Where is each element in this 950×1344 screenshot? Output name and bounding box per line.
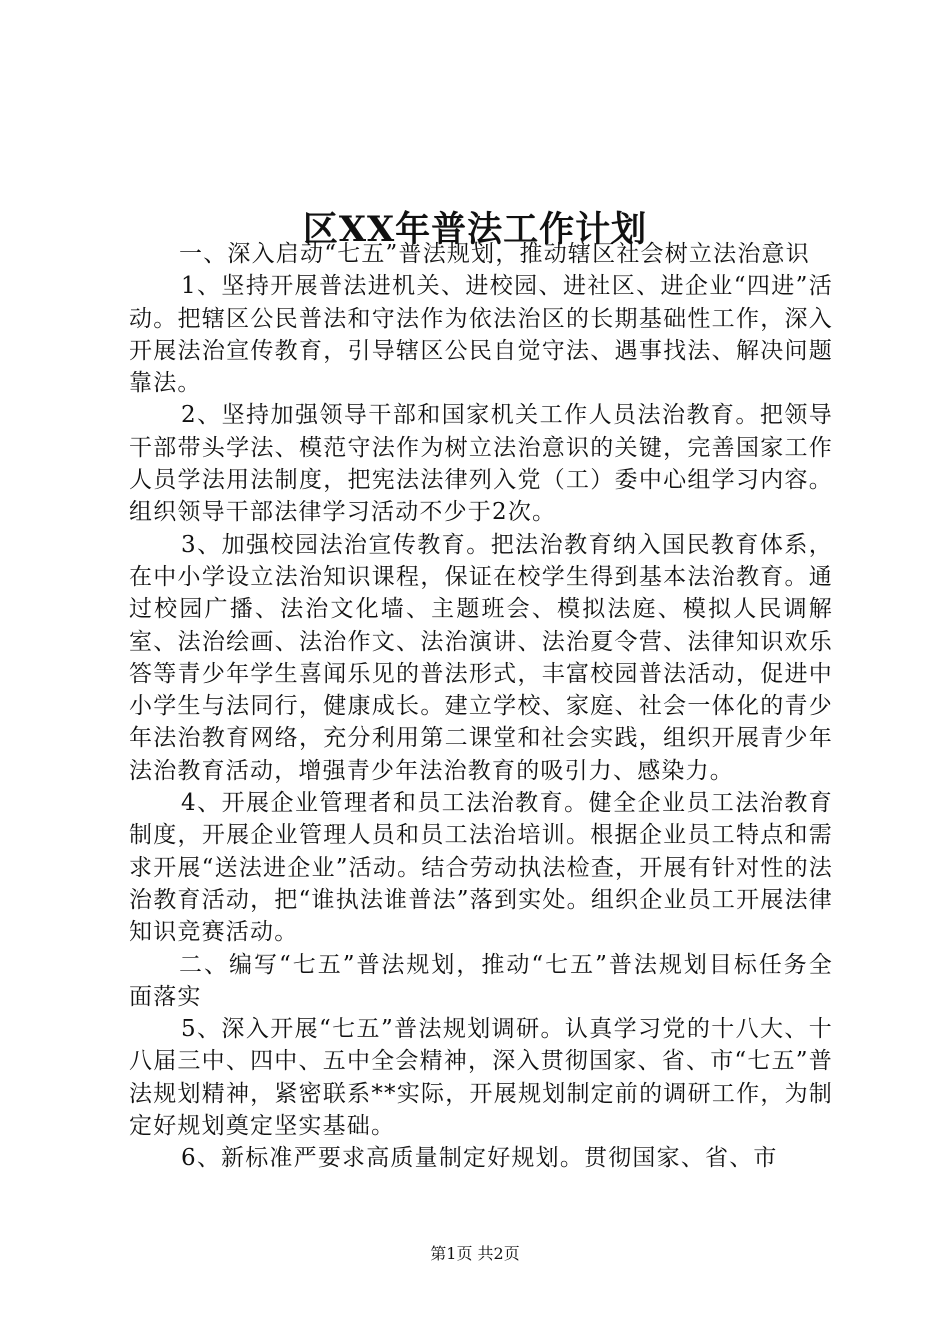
paragraph: 6、新标准严要求高质量制定好规划。贯彻国家、省、市 [181,1145,778,1172]
document-body [129,238,833,1175]
paragraph: 3、加强校园法治宣传教育。把法治教育纳入国民教育体系，在中小学设立法治知识课程，保证在校学生得到基本法治教育。通过校园广播、法治文化墙、主题班会、模拟法庭、模拟人民调解室、法治绘画、法治作文、法治演讲、法治夏令营、法律知识欢乐答等青少年学生喜闻乐见的普法形式，丰富校园普法活动，促进中小学生与法同行，健康成长。建立学校、家庭、社会一体化的青少年法治教育网络，充分利用第二课堂和社会实践，组织开展青少年法治教育活动，增强青少年法治教育的吸引力、感染力。 [129,531,833,784]
document-title: 区XX年普法工作计划 [302,209,648,251]
section-heading: 一、深入启动“七五”普法规划，推动辖区社会树立法治意识 [179,241,810,267]
paragraph: 5、深入开展“七五”普法规划调研。认真学习党的十八大、十八届三中、四中、五中全会精神，深入贯彻国家、省、市“七五”普法规划精神，紧密联系**实际，开展规划制定前的调研工作，为制定好规划奠定坚实基础。 [129,1016,833,1140]
page-footer: 第1页 共2页 [430,1244,520,1263]
section-heading: 二、编写“七五”普法规划，推动“七五”普法规划目标任务全面落实 [129,951,833,1010]
paragraph: 1、坚持开展普法进机关、进校园、进社区、进企业“四进”活动。把辖区公民普法和守法作为依法治区的长期基础性工作，深入开展法治宣传教育，引导辖区公民自觉守法、遇事找法、解决问题靠法。 [129,273,833,397]
paragraph: 2、坚持加强领导干部和国家机关工作人员法治教育。把领导干部带头学法、模范守法作为树立法治意识的关键，完善国家工作人员学法用法制度，把宪法法律列入党（工）委中心组学习内容。组织领导干部法律学习活动不少于2次。 [129,402,833,526]
paragraph: 4、开展企业管理者和员工法治教育。健全企业员工法治教育制度，开展企业管理人员和员工法治培训。根据企业员工特点和需求开展“送法进企业”活动。结合劳动执法检查，开展有针对性的法治教育活动，把“谁执法谁普法”落到实处。组织企业员工开展法律知识竞赛活动。 [129,790,833,946]
